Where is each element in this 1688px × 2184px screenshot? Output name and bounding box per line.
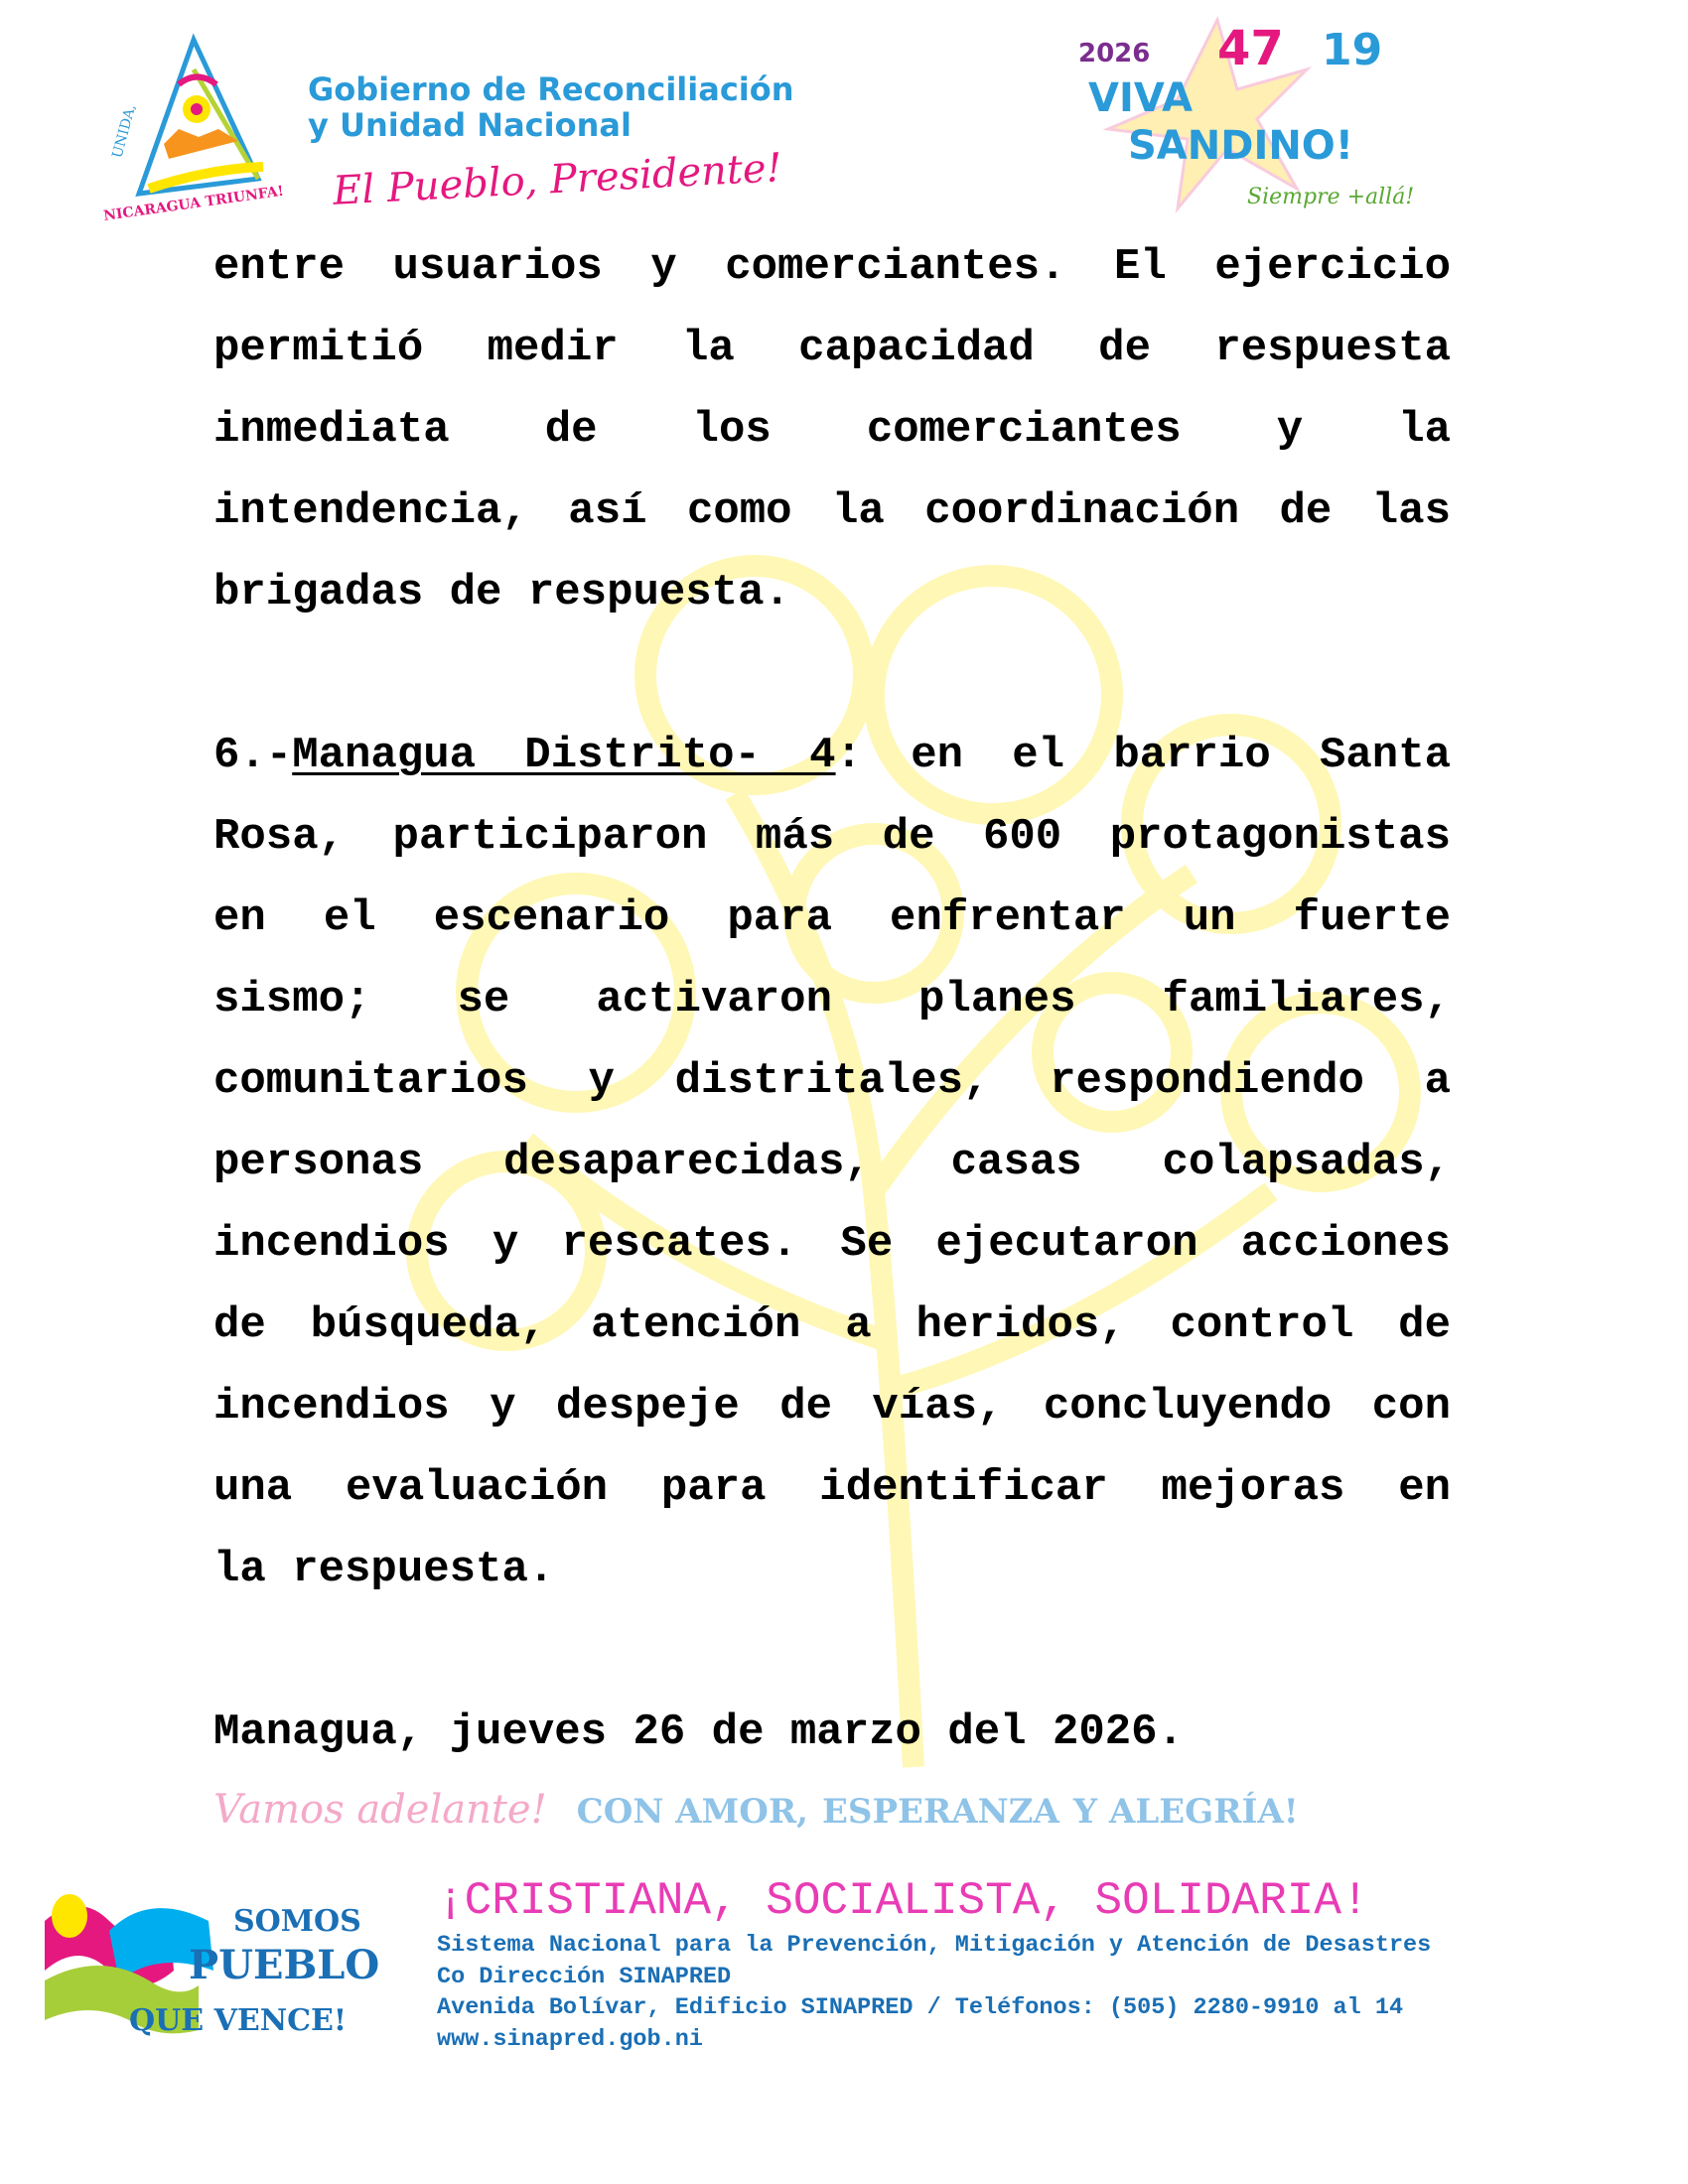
government-triangle-logo (99, 30, 308, 228)
logo-tagline: Siempre +allá! (1247, 185, 1415, 209)
text-line: una evaluación para identificar mejoras en (213, 1463, 1451, 1513)
text-line: personas desaparecidas, casas colapsadas, (213, 1138, 1451, 1187)
text-line (213, 715, 1451, 796)
footer-org-name: Sistema Nacional para la Prevención, Mitigación y Atención de Desastres (437, 1932, 1432, 1959)
government-name (308, 71, 794, 143)
item-number: 6.- (213, 731, 293, 780)
text-line: inmediata de los comerciantes y la (213, 405, 1451, 455)
text-line: intendencia, así como la coordinación de las (213, 486, 1451, 536)
viva-sandino-logo (1068, 10, 1446, 220)
logo-number-19: 19 (1322, 25, 1383, 75)
logo-somos: SOMOS (233, 1904, 361, 1939)
watermark-slogan (577, 1787, 1299, 1837)
logo-year: 2026 (1078, 39, 1151, 68)
logo-pueblo: PUEBLO (189, 1942, 380, 1988)
logo-text-nicaragua: NICARAGUA TRIUNFA! (102, 183, 285, 224)
logo-viva: VIVA (1088, 75, 1194, 121)
text-line: comunitarios y distritales, respondiendo a (213, 1056, 1451, 1106)
logo-sandino: SANDINO! (1128, 123, 1354, 169)
slogan: El Pueblo, Presidente! (332, 145, 783, 214)
watermark-lettering (213, 1785, 1451, 1837)
footer-direction: Co Dirección SINAPRED (437, 1963, 732, 1990)
logo-que-vence: QUE VENCE! (129, 2003, 348, 2038)
government-name-line1: Gobierno de Reconciliación (308, 70, 794, 108)
text-line: permitió medir la capacidad de respuesta (213, 324, 1451, 373)
section-heading: Managua Distrito- 4 (292, 731, 836, 780)
logo-number-47: 47 (1217, 21, 1284, 76)
watermark-line1: CON AMOR, (576, 1792, 808, 1832)
watermark-script: Vamos adelante! (213, 1787, 547, 1833)
text-line: sismo; se activaron planes familiares, (213, 975, 1451, 1024)
logo-text-unida: UNIDA, (109, 102, 140, 161)
text-line: de búsqueda, atención a heridos, control de (213, 1300, 1451, 1350)
text-line: la respuesta. (213, 1545, 555, 1594)
document-body (213, 226, 1451, 1773)
footer-website[interactable]: www.sinapred.gob.ni (437, 2025, 703, 2053)
paragraph-6 (213, 715, 1451, 1610)
text-line: entre usuarios y comerciantes. El ejercicio (213, 242, 1451, 292)
text-line: Rosa, participaron más de 600 protagonistas (213, 812, 1451, 862)
somos-pueblo-logo (40, 1891, 382, 2045)
text-line-rest: : en el barrio Santa (835, 731, 1451, 780)
text-line: en el escenario para enfrentar un fuerte (213, 893, 1451, 943)
date-line: Managua, jueves 26 de marzo del 2026. (213, 1707, 1184, 1757)
footer-address: Avenida Bolívar, Edificio SINAPRED / Teléfonos: (505) 2280-9910 al 14 (437, 1994, 1404, 2021)
paragraph-5-continued (213, 226, 1451, 633)
watermark-line3: Y ALEGRÍA! (1072, 1792, 1299, 1832)
footer-motto: ¡CRISTIANA, SOCIALISTA, SOLIDARIA! (437, 1875, 1369, 1927)
watermark-line2: ESPERANZA (822, 1792, 1059, 1832)
government-name-line2: y Unidad Nacional (308, 106, 632, 144)
text-line: incendios y despeje de vías, concluyendo con (213, 1382, 1451, 1432)
footer-contact (437, 1930, 1431, 2055)
text-line: incendios y rescates. Se ejecutaron acciones (213, 1219, 1451, 1269)
text-line: brigadas de respuesta. (213, 568, 790, 617)
